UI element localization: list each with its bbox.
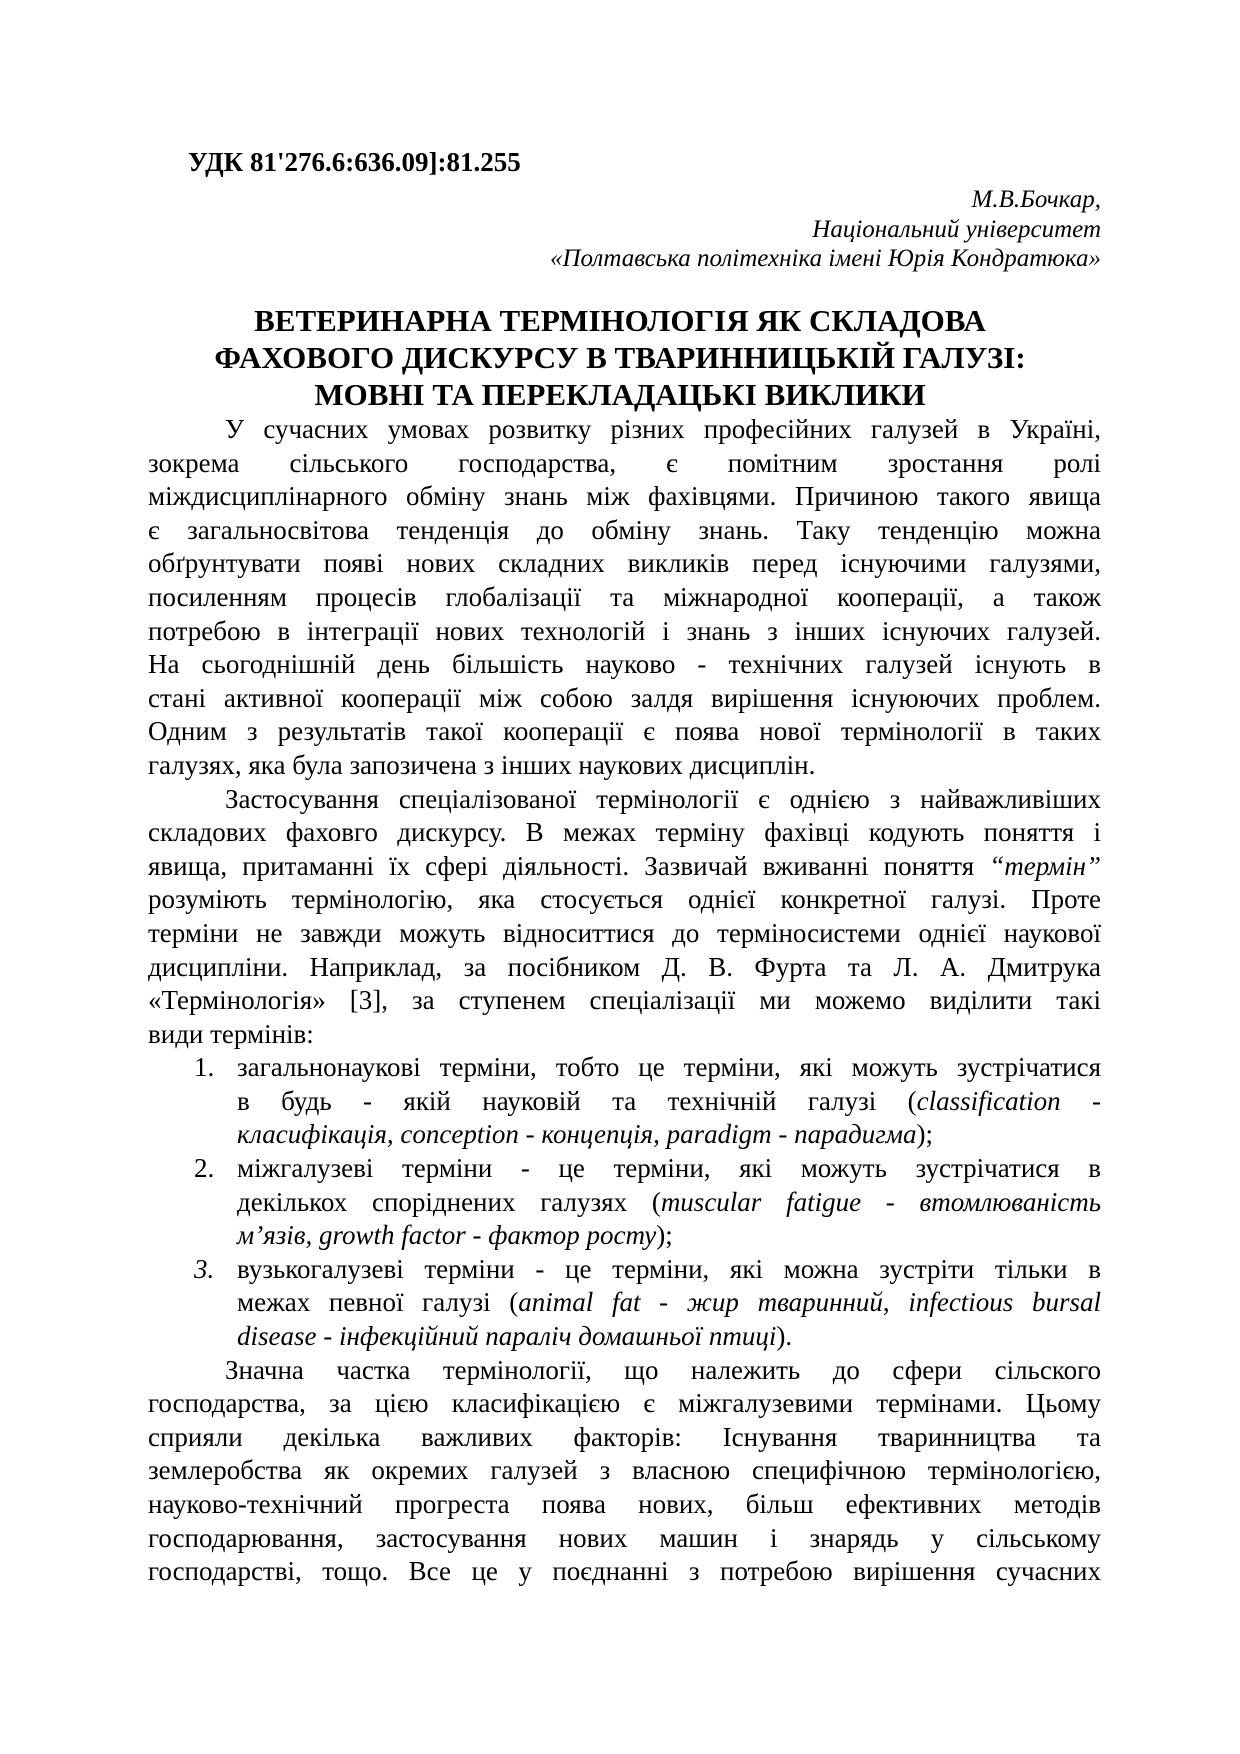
text-segment: ); [656, 1220, 673, 1251]
paragraph [148, 1354, 1101, 1589]
italic-term: класифікація, conception - концепція, paradigm - парадигма [237, 1119, 917, 1150]
text-segment: терміни не завжди можуть відноситтися до терміносистеми однієї наукової [148, 917, 1101, 948]
text-segment: потребою в інтеграції нових технологій і знань з інших існуючих галузей. [148, 615, 1101, 646]
text-segment: явища, притаманні їх сфері діяльності. Зазвичай вживанні поняття [148, 850, 990, 881]
text-segment: загальнонаукові терміни, тобто це терміни, які можуть зустрічатися [237, 1052, 1101, 1083]
affiliation-line-2: «Полтавська політехніка імені Юрія Кондратюка» [550, 245, 1101, 272]
text-segment: зокрема сільського господарства, є помітним зростання ролі [148, 447, 1101, 478]
list-item [148, 1051, 1101, 1152]
text-segment: Одним з результатів такої кооперації є поява нової термінології в таких [148, 716, 1101, 747]
text-segment: На сьогоднішній день більшість науково - технічних галузей існують в [148, 649, 1101, 680]
text-line [148, 615, 1101, 649]
text-segment: сприяли декілька важливих факторів: Існування тваринництва та [148, 1421, 1101, 1452]
text-segment: міждисциплінарного обміну знань між фахівцями. Причиною такого явища [148, 481, 1101, 512]
text-segment: межах певної галузі ( [237, 1287, 519, 1318]
udk-code: УДК 81'276.6:636.09]:81.255 [188, 147, 521, 177]
author-name: М.В.Бочкар, [971, 186, 1101, 213]
affiliation-line-1: Національний університет [812, 215, 1101, 243]
text-line [148, 682, 1101, 716]
italic-term: “термін” [989, 850, 1101, 881]
text-segment: в будь - якій науковій та технічній галузі ( [237, 1085, 917, 1116]
text-line [148, 783, 1101, 817]
text-line [148, 1555, 1101, 1589]
text-line [148, 1387, 1101, 1421]
title-line: ФАХОВОГО ДИСКУРСУ В ТВАРИННИЦЬКІЙ ГАЛУЗІ: [214, 340, 1026, 375]
text-line [148, 883, 1101, 917]
text-segment: міжгалузеві терміни - це терміни, які можуть зустрічатися в [237, 1153, 1101, 1184]
text-segment: господарстві, тощо. Все це у поєднанні з потребою вирішення сучасних [148, 1556, 1101, 1587]
text-line [148, 1018, 1101, 1052]
text-line [237, 1219, 1101, 1253]
text-line [237, 1051, 1101, 1085]
italic-term: classification [916, 1085, 1061, 1116]
text-segment: стані активної кооперації між собою залдя вирішення існуюючих проблем. [148, 682, 1101, 713]
text-segment: галузях, яка була запозичена з інших наукових дисциплін. [148, 749, 816, 780]
text-segment: науково-технічний прогреста поява нових, більш ефективних методів [148, 1489, 1101, 1519]
text-segment: обґрунтувати появі нових складних викликів перед існуючими галузями, [148, 548, 1101, 579]
text-segment: дисципліни. Наприклад, за посібником Д. В. Фурта та Л. А. Дмитрука [148, 951, 1101, 982]
text-line [148, 514, 1101, 548]
text-line [148, 1454, 1101, 1488]
text-line [237, 1320, 1101, 1354]
text-line [148, 984, 1101, 1018]
text-line [148, 581, 1101, 615]
italic-term: infectious bursal [908, 1287, 1101, 1318]
text-line [148, 951, 1101, 985]
text-line [148, 480, 1101, 514]
list-number: 3. [194, 1253, 215, 1284]
list-item [148, 1253, 1101, 1354]
text-line [148, 547, 1101, 581]
text-line [148, 648, 1101, 682]
text-segment: Значна частка термінології, що належить до сфери сільского [225, 1354, 1101, 1385]
article-body [148, 413, 1101, 1589]
text-segment: Застосування спеціалізованої термінології є однією з найважливіших [225, 783, 1101, 814]
text-segment: ); [916, 1119, 934, 1150]
text-segment: види термінів: [148, 1018, 314, 1049]
text-segment: - [1060, 1085, 1101, 1116]
list-item [148, 1152, 1101, 1253]
italic-term: м’язів, growth factor - фактор росту [237, 1220, 657, 1251]
list-number: 2. [194, 1153, 215, 1184]
text-segment: вузькогалузеві терміни - це терміни, які можна зустріти тільки в [237, 1253, 1101, 1284]
title-line: МОВНІ ТА ПЕРЕКЛАДАЦЬКІ ВИКЛИКИ [314, 377, 926, 412]
text-line [237, 1186, 1101, 1220]
text-segment: посиленням процесів глобалізації та міжнародної кооперації, а також [148, 581, 1101, 612]
text-line [148, 447, 1101, 481]
text-line [237, 1152, 1101, 1186]
text-segment: «Термінологія» [3], за ступенем спеціалізації ми можемо виділити такі [148, 985, 1101, 1016]
text-line [148, 749, 1101, 783]
title-line: ВЕТЕРИНАРНА ТЕРМІНОЛОГІЯ ЯК СКЛАДОВА [254, 303, 986, 338]
text-line [148, 1522, 1101, 1556]
text-segment: ). [776, 1321, 793, 1352]
italic-term: muscular fatigue - втомлюваність [660, 1186, 1101, 1217]
text-line [148, 850, 1101, 884]
text-segment: декількох споріднених галузях ( [237, 1186, 661, 1217]
text-segment: У сучасних умовах розвитку різних професійних галузей в Україні, [225, 414, 1101, 444]
text-segment: господарювання, застосування нових машин і знарядь у сільському [148, 1522, 1101, 1553]
text-segment: , [882, 1287, 909, 1318]
text-segment: розуміють термінологію, яка стосується однієї конкретної галузі. Проте [148, 884, 1101, 915]
text-line [148, 1354, 1101, 1388]
text-segment: є загальносвітова тенденція до обміну знань. Таку тенденцію можна [148, 514, 1101, 545]
text-line [237, 1085, 1101, 1119]
italic-term: animal fat - жир тваринний [518, 1287, 883, 1318]
text-line [148, 1488, 1101, 1522]
text-line [148, 816, 1101, 850]
text-line [237, 1118, 1101, 1152]
text-segment: землеробства як окремих галузей з власною специфічною термінологією, [148, 1455, 1101, 1486]
article-title [140, 302, 1100, 413]
text-line [237, 1253, 1101, 1287]
text-line [148, 413, 1101, 447]
paragraph [148, 783, 1101, 1052]
text-line [148, 917, 1101, 951]
italic-term: disease - інфекційний параліч домашньої птиці [237, 1321, 777, 1352]
text-segment: господарства, за цією класифікацією є міжгалузевими термінами. Цьому [148, 1388, 1101, 1419]
paragraph [148, 413, 1101, 783]
text-line [237, 1286, 1101, 1320]
list-number: 1. [194, 1052, 215, 1083]
author-block [550, 185, 1101, 274]
text-line [148, 1421, 1101, 1455]
term-types-list [148, 1051, 1101, 1353]
text-segment: складових фаховго дискурсу. В межах терміну фахівці кодують поняття і [148, 817, 1101, 848]
text-line [148, 715, 1101, 749]
